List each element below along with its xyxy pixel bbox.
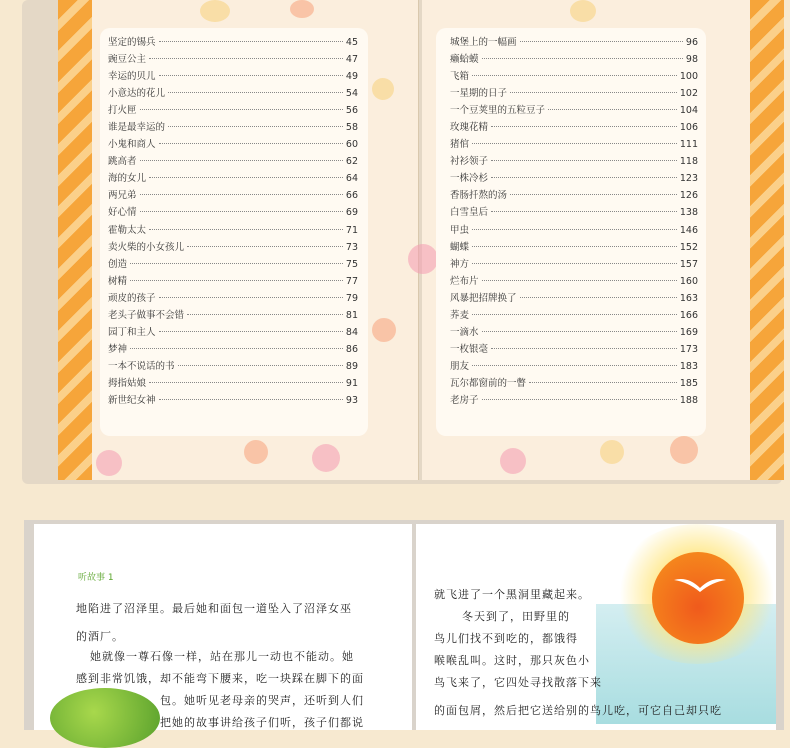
toc-entry[interactable] (108, 341, 358, 358)
story-line: 地陷进了沼泽里。最后她和面包一道坠入了沼泽女巫 (76, 602, 352, 615)
story-line: 的酒厂。 (76, 630, 124, 643)
toc-entry-title: 猪倌 (450, 139, 470, 151)
decor-dot (670, 436, 698, 464)
toc-entry[interactable] (450, 239, 698, 256)
toc-entry-title: 跳高者 (108, 156, 137, 168)
toc-entry-page: 166 (679, 309, 698, 321)
toc-entry-page: 98 (685, 54, 698, 66)
toc-entry[interactable] (108, 51, 358, 68)
toc-entry[interactable] (108, 102, 358, 119)
toc-entry-title: 豌豆公主 (108, 54, 147, 66)
left-toc-card (100, 28, 368, 436)
toc-dot-leader (491, 348, 677, 349)
toc-dot-leader (149, 58, 343, 59)
toc-entry-page: 89 (345, 360, 358, 372)
toc-entry-page: 123 (679, 173, 698, 185)
toc-entry-page: 104 (679, 105, 698, 117)
toc-entry[interactable] (108, 119, 358, 136)
toc-entry-page: 75 (345, 258, 358, 270)
toc-dot-leader (510, 194, 677, 195)
toc-entry[interactable] (450, 170, 698, 187)
toc-entry-title: 创造 (108, 258, 128, 270)
toc-entry-page: 146 (679, 224, 698, 236)
toc-entry[interactable] (450, 102, 698, 119)
toc-entry-title: 坚定的锡兵 (108, 37, 156, 48)
toc-dot-leader (491, 177, 677, 178)
toc-entry-page: 86 (345, 343, 358, 355)
decor-dot (96, 450, 122, 476)
toc-entry-title: 园丁和主人 (108, 326, 156, 338)
toc-entry[interactable] (450, 341, 698, 358)
toc-entry-page: 62 (345, 156, 358, 168)
toc-dot-leader (529, 382, 677, 383)
toc-entry-title: 香肠扦熬的汤 (450, 190, 508, 202)
toc-list-right (450, 34, 698, 409)
story-line: 包。她听见老母亲的哭声，还听到人们 (160, 694, 364, 707)
toc-entry-title: 一个豆荚里的五粒豆子 (450, 105, 546, 117)
story-line: 鸟儿们找不到吃的，都饿得 (434, 632, 578, 645)
toc-dot-leader (472, 229, 677, 230)
toc-dot-leader (140, 109, 343, 110)
toc-entry-page: 47 (345, 54, 358, 66)
toc-entry-title: 朋友 (450, 360, 470, 372)
toc-entry[interactable] (450, 307, 698, 324)
toc-entry-title: 白雪皇后 (450, 207, 489, 219)
toc-entry-title: 打火匣 (108, 105, 137, 117)
toc-dot-leader (482, 331, 677, 332)
toc-entry[interactable] (108, 392, 358, 409)
toc-entry-title: 蝴蝶 (450, 241, 470, 253)
toc-dot-leader (491, 160, 677, 161)
toc-entry-page: 69 (345, 207, 358, 219)
bird-illustration (672, 576, 728, 594)
decor-dot (312, 444, 340, 472)
toc-dot-leader (472, 263, 677, 264)
toc-entry-title: 玫瑰花精 (450, 122, 489, 134)
toc-entry[interactable] (450, 204, 698, 221)
toc-entry-title: 一滴水 (450, 326, 479, 338)
decor-dot (500, 448, 526, 474)
toc-dot-leader (491, 211, 677, 212)
toc-entry-page: 160 (679, 275, 698, 287)
toc-entry[interactable] (450, 34, 698, 51)
toc-dot-leader (159, 331, 343, 332)
story-line: 感到非常饥饿，却不能弯下腰来，吃一块踩在脚下的面 (76, 672, 364, 685)
toc-entry[interactable] (450, 290, 698, 307)
toc-entry[interactable] (108, 187, 358, 204)
toc-entry-page: 118 (679, 156, 698, 168)
toc-entry-page: 111 (679, 139, 698, 151)
toc-entry[interactable] (450, 68, 698, 85)
right-stripe-border (750, 0, 784, 480)
toc-dot-leader (472, 246, 677, 247)
toc-entry-page: 79 (345, 292, 358, 304)
toc-entry-page: 91 (345, 377, 358, 389)
toc-dot-leader (178, 365, 343, 366)
toc-entry-page: 49 (345, 71, 358, 83)
toc-entry[interactable] (450, 187, 698, 204)
toc-entry-title: 梦神 (108, 343, 128, 355)
sun-illustration (652, 552, 744, 644)
toc-entry-page: 54 (345, 88, 358, 100)
toc-dot-leader (510, 92, 677, 93)
toc-dot-leader (472, 314, 677, 315)
toc-dot-leader (472, 143, 677, 144)
toc-entry[interactable] (450, 375, 698, 392)
toc-entry[interactable] (108, 290, 358, 307)
toc-entry[interactable] (108, 256, 358, 273)
left-stripe-border (58, 0, 92, 480)
toc-entry-title: 风暴把招牌换了 (450, 292, 517, 304)
toc-entry-page: 183 (679, 360, 698, 372)
toc-entry-title: 一枚银毫 (450, 343, 489, 355)
toc-dot-leader (130, 348, 343, 349)
toc-entry-title: 老房子 (450, 394, 479, 406)
toc-dot-leader (472, 75, 677, 76)
toc-entry[interactable] (108, 375, 358, 392)
toc-dot-leader (491, 126, 677, 127)
toc-entry[interactable] (108, 358, 358, 375)
toc-dot-leader (140, 211, 343, 212)
story-line: 的面包屑，然后把它送给别的鸟儿吃，可它自己却只吃 (434, 704, 722, 717)
toc-entry-page: 73 (345, 241, 358, 253)
toc-entry[interactable] (450, 153, 698, 170)
toc-entry-page: 185 (679, 377, 698, 389)
toc-entry-page: 84 (345, 326, 358, 338)
story-line: 喉喉乱叫。这时，那只灰色小 (434, 654, 590, 667)
toc-entry[interactable] (108, 204, 358, 221)
toc-entry-title: 瓦尔都窗前的一瞥 (450, 377, 527, 389)
toc-entry-title: 谁是最幸运的 (108, 122, 166, 134)
toc-entry[interactable] (450, 222, 698, 239)
toc-entry[interactable] (450, 51, 698, 68)
story-line: 鸟飞来了，它四处寻找散落下来 (434, 676, 602, 689)
story-line: 她就像一尊石像一样，站在那儿一动也不能动。她 (90, 650, 354, 663)
toc-entry[interactable] (450, 256, 698, 273)
toc-entry-title: 霍勒太太 (108, 224, 147, 236)
toc-entry-title: 癞蛤蟆 (450, 54, 479, 66)
toc-entry-title: 拇指姑娘 (108, 377, 147, 389)
toc-entry-page: 157 (679, 258, 698, 270)
toc-dot-leader (159, 75, 343, 76)
toc-entry[interactable] (450, 136, 698, 153)
toc-dot-leader (149, 382, 343, 383)
toc-entry-page: 56 (345, 105, 358, 117)
toc-entry-page: 152 (679, 241, 698, 253)
story-right-page (416, 524, 776, 730)
toc-entry-page: 138 (679, 207, 698, 219)
toc-entry-title: 两兄弟 (108, 190, 137, 202)
toc-entry-title: 城堡上的一幅画 (450, 37, 517, 48)
toc-dot-leader (482, 399, 677, 400)
toc-list-left (108, 34, 358, 409)
toc-dot-leader (168, 126, 343, 127)
toc-entry[interactable] (108, 239, 358, 256)
toc-dot-leader (520, 297, 677, 298)
toc-entry-page: 64 (345, 173, 358, 185)
toc-entry-page: 126 (679, 190, 698, 202)
story-line: 把她的故事讲给孩子们听，孩子们都说 (160, 716, 364, 729)
toc-entry-page: 66 (345, 190, 358, 202)
toc-entry-page: 102 (679, 88, 698, 100)
decor-dot (600, 440, 624, 464)
toc-entry-title: 烂布片 (450, 275, 479, 287)
toc-entry[interactable] (108, 170, 358, 187)
story-book (24, 520, 784, 730)
toc-dot-leader (520, 41, 683, 42)
toc-dot-leader (159, 297, 343, 298)
toc-entry-title: 衬衫领子 (450, 156, 489, 168)
toc-entry-title: 小意达的花儿 (108, 88, 166, 100)
toc-entry-page: 188 (679, 394, 698, 406)
toc-entry-title: 荞麦 (450, 309, 470, 321)
toc-entry-title: 树精 (108, 275, 128, 287)
toc-entry-title: 一星期的日子 (450, 88, 508, 100)
toc-entry[interactable] (108, 324, 358, 341)
toc-dot-leader (472, 365, 677, 366)
decor-dot (200, 0, 230, 22)
bush-illustration (50, 688, 160, 748)
toc-dot-leader (187, 246, 343, 247)
toc-dot-leader (130, 263, 343, 264)
toc-entry[interactable] (450, 392, 698, 409)
toc-entry[interactable] (108, 85, 358, 102)
toc-entry[interactable] (450, 324, 698, 341)
toc-entry[interactable] (450, 358, 698, 375)
toc-entry[interactable] (108, 222, 358, 239)
toc-dot-leader (149, 177, 343, 178)
toc-entry-title: 顽皮的孩子 (108, 292, 156, 304)
toc-entry-page: 60 (345, 139, 358, 151)
decor-dot (290, 0, 314, 18)
toc-entry-page: 173 (679, 343, 698, 355)
toc-entry[interactable] (450, 273, 698, 290)
decor-dot (570, 0, 596, 22)
toc-entry-title: 好心情 (108, 207, 137, 219)
toc-entry-title: 海的女儿 (108, 173, 147, 185)
toc-entry-page: 96 (685, 37, 698, 48)
toc-dot-leader (149, 229, 343, 230)
toc-dot-leader (140, 160, 343, 161)
toc-entry-page: 169 (679, 326, 698, 338)
toc-entry[interactable] (108, 307, 358, 324)
decor-dot (244, 440, 268, 464)
toc-dot-leader (140, 194, 343, 195)
toc-dot-leader (187, 314, 343, 315)
toc-dot-leader (482, 58, 683, 59)
toc-dot-leader (548, 109, 677, 110)
toc-entry-title: 飞箱 (450, 71, 470, 83)
toc-entry-title: 卖火柴的小女孩儿 (108, 241, 185, 253)
toc-entry[interactable] (108, 68, 358, 85)
toc-entry[interactable] (450, 119, 698, 136)
toc-entry-title: 新世纪女神 (108, 394, 156, 406)
toc-entry-title: 幸运的贝儿 (108, 71, 156, 83)
story-tag: 听故事 1 (78, 573, 114, 583)
toc-dot-leader (159, 143, 343, 144)
toc-entry-title: 一本不说话的书 (108, 360, 175, 372)
toc-entry-page: 45 (345, 37, 358, 48)
toc-entry[interactable] (108, 34, 358, 51)
toc-entry-page: 77 (345, 275, 358, 287)
story-line: 就飞进了一个黑洞里藏起来。 (434, 588, 590, 601)
decor-dot (408, 244, 438, 274)
toc-entry[interactable] (450, 85, 698, 102)
toc-entry-page: 106 (679, 122, 698, 134)
toc-entry-title: 甲虫 (450, 224, 470, 236)
story-line: 冬天到了，田野里的 (462, 610, 570, 623)
toc-dot-leader (130, 280, 343, 281)
toc-dot-leader (168, 92, 343, 93)
toc-entry-page: 163 (679, 292, 698, 304)
toc-entry-page: 58 (345, 122, 358, 134)
toc-dot-leader (159, 41, 343, 42)
decor-dot (372, 78, 394, 100)
toc-entry-title: 神方 (450, 258, 470, 270)
toc-entry-title: 小鬼和商人 (108, 139, 156, 151)
toc-entry-page: 71 (345, 224, 358, 236)
toc-dot-leader (159, 399, 343, 400)
toc-entry-page: 81 (345, 309, 358, 321)
toc-entry[interactable] (108, 136, 358, 153)
right-toc-card (436, 28, 706, 436)
toc-entry[interactable] (108, 153, 358, 170)
toc-entry-page: 93 (345, 394, 358, 406)
toc-dot-leader (482, 280, 677, 281)
story-left-page (34, 524, 412, 730)
toc-entry[interactable] (108, 273, 358, 290)
toc-entry-title: 老头子做事不会错 (108, 309, 185, 321)
toc-entry-title: 一株冷杉 (450, 173, 489, 185)
toc-entry-page: 100 (679, 71, 698, 83)
decor-dot (372, 318, 396, 342)
